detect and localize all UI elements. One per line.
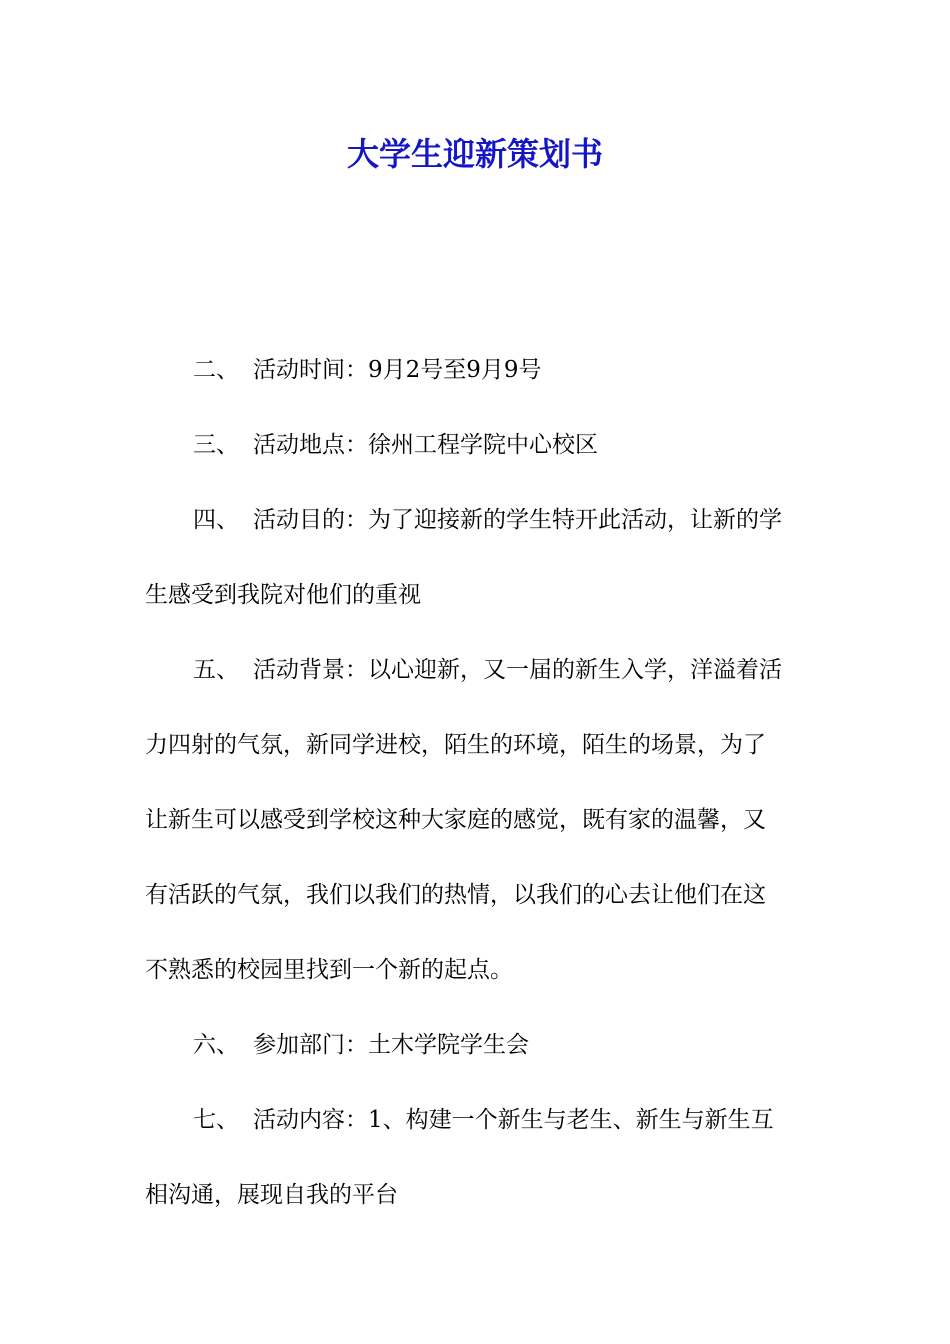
- section-activity-content: [145, 1083, 810, 1233]
- section-text-continued: 力四射的气氛，新同学进校，陌生的环境，陌生的场景，为了: [145, 732, 766, 758]
- section-activity-background: [145, 633, 810, 1008]
- section-text: 活动地点：徐州工程学院中心校区: [253, 432, 598, 458]
- section-text: 活动时间：9月2号至9月9号: [253, 357, 542, 383]
- section-number: 五、: [193, 657, 239, 683]
- section-text-continued: 不熟悉的校园里找到一个新的起点。: [145, 957, 513, 983]
- document-title: 大学生迎新策划书: [346, 135, 603, 173]
- section-number: 三、: [193, 432, 239, 458]
- section-activity-purpose: [145, 483, 810, 633]
- section-participating-departments: [145, 1008, 810, 1083]
- section-number: 六、: [193, 1032, 239, 1058]
- section-number: 二、: [193, 357, 239, 383]
- section-text: 活动目的：为了迎接新的学生特开此活动，让新的学: [253, 507, 782, 533]
- section-text-continued: 有活跃的气氛，我们以我们的热情，以我们的心去让他们在这: [145, 882, 766, 908]
- section-text-continued: 相沟通，展现自我的平台: [145, 1182, 398, 1208]
- section-activity-location: [145, 408, 810, 483]
- section-text: 参加部门：土木学院学生会: [253, 1032, 529, 1058]
- section-text: 活动内容：1、构建一个新生与老生、新生与新生互: [253, 1107, 774, 1133]
- section-number: 七、: [193, 1107, 239, 1133]
- section-text-continued: 让新生可以感受到学校这种大家庭的感觉，既有家的温馨，又: [145, 807, 766, 833]
- section-text-continued: 生感受到我院对他们的重视: [145, 582, 421, 608]
- section-text: 活动背景：以心迎新，又一届的新生入学，洋溢着活: [253, 657, 782, 683]
- document-body: [145, 333, 810, 1233]
- section-activity-time: [145, 333, 810, 408]
- section-number: 四、: [193, 507, 239, 533]
